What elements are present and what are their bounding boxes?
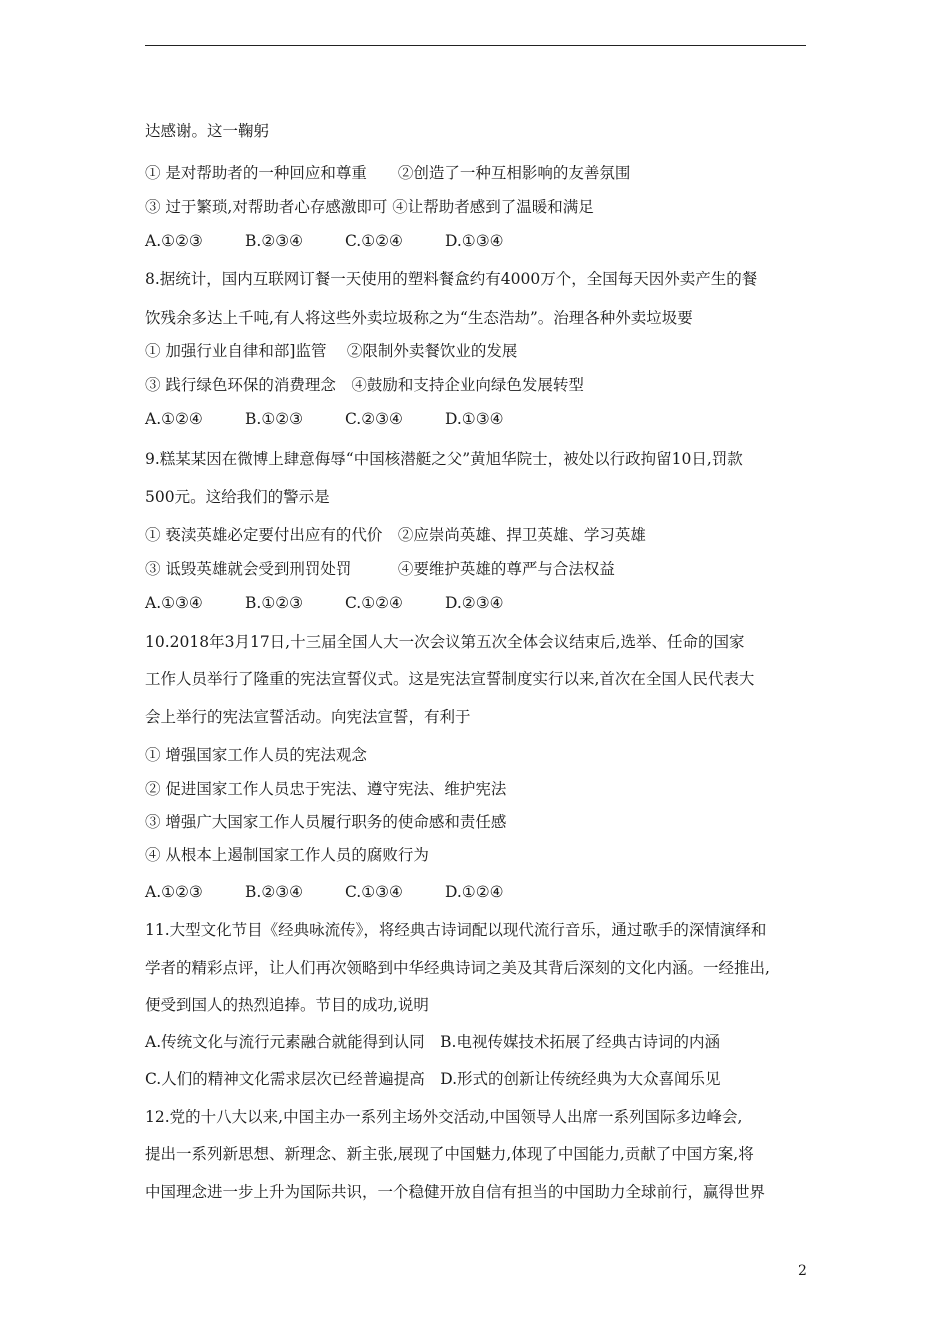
text-line: 工作人员举行了隆重的宪法宣誓仪式。这是宪法宣誓制度实行以来,首次在全国人民代表大 [145, 670, 755, 688]
text-line: 达感谢。这一鞠躬 [145, 122, 270, 140]
answer-option: D.②③④ [445, 594, 504, 612]
answer-option: D.①③④ [445, 410, 504, 428]
text-line: 8.据统计，国内互联网订餐一天使用的塑料餐盒约有4000万个，全国每天因外卖产生的餐 [145, 270, 758, 288]
answer-option: D.①③④ [445, 232, 504, 250]
text-line: 11.大型文化节目《经典咏流传》，将经典古诗词配以现代流行音乐，通过歌手的深情演绎和 [145, 921, 767, 939]
answer-option: C.①②④ [345, 232, 403, 250]
text-line: 学者的精彩点评，让人们再次领略到中华经典诗词之美及其背后深刻的文化内涵。一经推出, [145, 959, 770, 977]
answer-option: B.②③④ [245, 232, 304, 250]
text-line: 12.党的十八大以来,中国主办一系列主场外交活动,中国领导人出席一系列国际多边峰会, [145, 1108, 743, 1126]
answer-option: C.①②④ [345, 594, 403, 612]
answer-option: A.①②③ [145, 232, 203, 250]
text-line: ③ 过于繁琐,对帮助者心存感激即可 ④让帮助者感到了温暖和满足 [145, 198, 594, 216]
text-line: 便受到国人的热烈追捧。节目的成功,说明 [145, 996, 429, 1014]
text-line: A.传统文化与流行元素融合就能得到认同 B.电视传媒技术拓展了经典古诗词的内涵 [145, 1033, 720, 1051]
answer-option: B.①②③ [245, 594, 304, 612]
answer-option: C.①③④ [345, 883, 403, 901]
text-line: ① 增强国家工作人员的宪法观念 [145, 746, 367, 764]
answer-option: A.①③④ [145, 594, 203, 612]
page-number: 2 [798, 1263, 807, 1279]
answer-option: B.①②③ [245, 410, 304, 428]
text-line: ① 亵渎英雄必定要付出应有的代价 ②应崇尚英雄、捍卫英雄、学习英雄 [145, 526, 646, 544]
text-line: ③ 践行绿色环保的消费理念 ④鼓励和支持企业向绿色发展转型 [145, 376, 584, 394]
text-line: ① 是对帮助者的一种回应和尊重 ②创造了一种互相影响的友善氛围 [145, 164, 631, 182]
text-line: ③ 诋毁英雄就会受到刑罚处罚 ④要维护英雄的尊严与合法权益 [145, 560, 615, 578]
text-line: 饮残余多达上千吨,有人将这些外卖垃圾称之为“生态浩劫”。治理各种外卖垃圾要 [145, 309, 693, 327]
text-line: 9.糕某某因在微博上肆意侮辱“中国核潜艇之父”黄旭华院士，被处以行政拘留10日,罚款 [145, 450, 743, 468]
answer-option: A.①②④ [145, 410, 203, 428]
answer-option: B.②③④ [245, 883, 304, 901]
text-line: ③ 增强广大国家工作人员履行职务的使命感和责任感 [145, 813, 507, 831]
header-rule [145, 45, 806, 46]
text-line: 会上举行的宪法宣誓活动。向宪法宣誓，有利于 [145, 708, 471, 726]
text-line: ④ 从根本上遏制国家工作人员的腐败行为 [145, 846, 429, 864]
text-line: 提出一系列新思想、新理念、新主张,展现了中国魅力,体现了中国能力,贡献了中国方案,将 [145, 1145, 754, 1163]
text-line: 10.2018年3月17日,十三届全国人大一次会议第五次全体会议结束后,选举、任命的国家 [145, 633, 745, 651]
text-line: 500元。这给我们的警示是 [145, 488, 330, 506]
text-line: ② 促进国家工作人员忠于宪法、遵守宪法、维护宪法 [145, 780, 507, 798]
answer-option: A.①②③ [145, 883, 203, 901]
text-line: C.人们的精神文化需求层次已经普遍提高 D.形式的创新让传统经典为大众喜闻乐见 [145, 1070, 721, 1088]
answer-option: D.①②④ [445, 883, 504, 901]
text-line: ① 加强行业自律和部]监管 ②限制外卖餐饮业的发展 [145, 342, 518, 360]
answer-option: C.②③④ [345, 410, 403, 428]
text-line: 中国理念进一步上升为国际共识，一个稳健开放自信有担当的中国助力全球前行，赢得世界 [145, 1183, 766, 1201]
